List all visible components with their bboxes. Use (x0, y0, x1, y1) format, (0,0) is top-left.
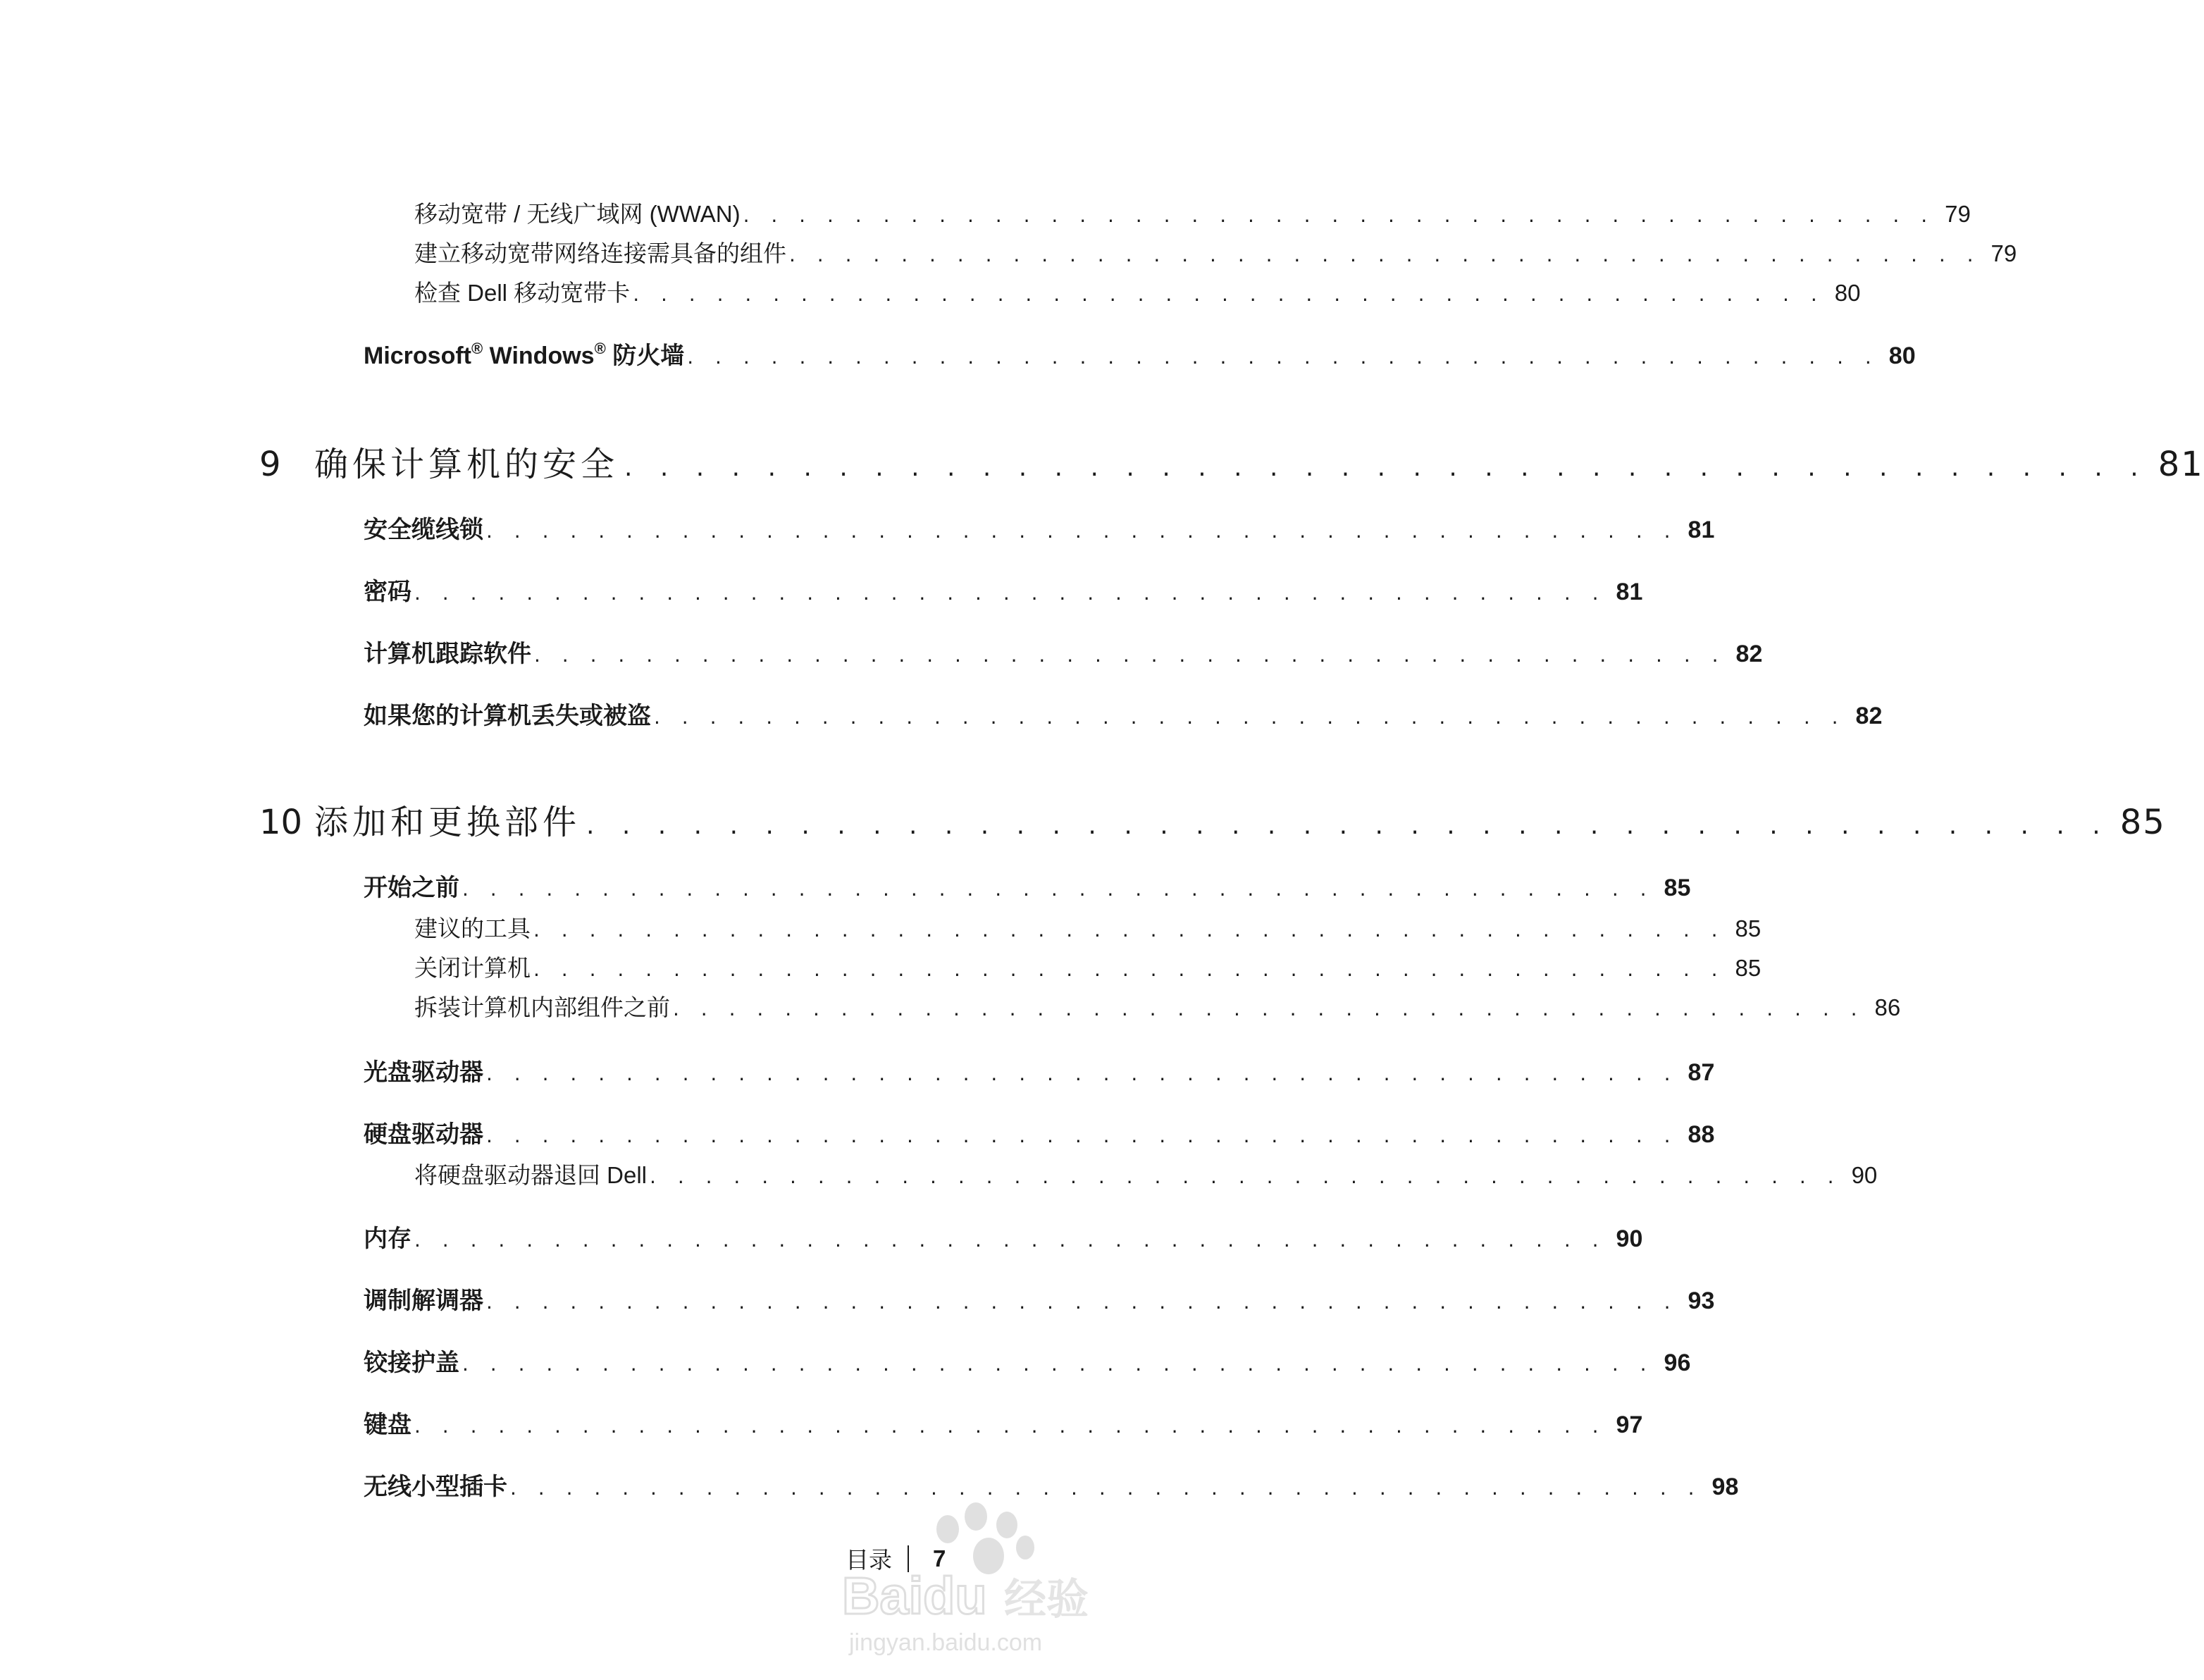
dot-leader: . . . . . . . . . . . . . . . . . . . . . . . . . . . . . . . . . . . . . . . . . . . (624, 453, 2148, 482)
toc-page-number: 87 (1688, 1059, 1715, 1086)
chapter-page-number: 85 (2119, 803, 2166, 842)
toc-chapter-10[interactable] (259, 795, 2166, 844)
toc-page-number: 80 (1834, 280, 1861, 306)
toc-entry-title: 调制解调器 (364, 1287, 483, 1314)
toc-subentry[interactable] (414, 989, 1901, 1023)
toc-page-number: 86 (1874, 994, 1901, 1020)
toc-entry-title: 建议的工具 (414, 915, 531, 941)
toc-subentry[interactable] (414, 910, 1762, 944)
dot-leader: . . . . . . . . . . . . . . . . . . . . . . . . . . . . . . . . . . . . . . . . . . . (533, 958, 1726, 981)
toc-page-number: 79 (1991, 240, 2017, 266)
dot-leader: . . . . . . . . . . . . . . . . . . . . . . . . . . . . . . . . . . . . . . . . . . . (743, 204, 1936, 227)
toc-entry-title: 拆装计算机内部组件之前 (414, 994, 670, 1020)
dot-leader: . . . . . . . . . . . . . . . . . . . . . . . . . . . . . . . . . . . . . . . . . . . (789, 243, 1981, 266)
dot-leader: . . . . . . . . . . . . . . . . . . . . . . . . . . . . . . . . . . . . . . . . . . . (414, 581, 1606, 605)
toc-entry-wwan[interactable] (414, 196, 1971, 229)
toc-page-number: 82 (1855, 703, 1883, 729)
toc-entry-firewall[interactable] (364, 336, 1916, 371)
toc-entry-check-card[interactable] (414, 275, 1861, 308)
toc-page-number: 96 (1664, 1349, 1691, 1376)
chapter-title: 确保计算机的安全 (314, 445, 619, 484)
toc-entry[interactable] (364, 1405, 1643, 1440)
toc-entry-title: Microsoft® Windows® 防火墙 (364, 340, 685, 369)
footer-section-label: 目录 (846, 1546, 892, 1574)
toc-entry-optical[interactable] (364, 1053, 1715, 1087)
toc-entry-title: 铰接护盖 (364, 1349, 459, 1376)
toc-entry-hdd[interactable] (364, 1115, 1715, 1149)
toc-page-number: 98 (1711, 1474, 1739, 1500)
toc-entry[interactable] (364, 1467, 1739, 1502)
toc-entry-before-start[interactable] (364, 868, 1691, 903)
toc-entry-title: 硬盘驱动器 (364, 1121, 483, 1148)
toc-page-number: 90 (1616, 1225, 1643, 1252)
toc-entry-components[interactable] (414, 235, 2017, 268)
dot-leader: . . . . . . . . . . . . . . . . . . . . . . . . . . . . . . . . . . . . . . . . . . . (534, 643, 1726, 667)
dot-leader: . . . . . . . . . . . . . . . . . . . . . . . . . . . . . . . . . . . . . . . . . . . (650, 1165, 1842, 1188)
toc-entry[interactable] (364, 510, 1715, 545)
toc-entry[interactable] (364, 1281, 1715, 1316)
toc-page-number: 85 (1664, 875, 1691, 901)
toc-entry-title: 如果您的计算机丢失或被盗 (364, 703, 651, 729)
footer-page-number: 7 (933, 1545, 946, 1571)
watermark-url: jingyan.baidu.com (849, 1629, 1043, 1656)
toc-page-number: 81 (1616, 579, 1643, 605)
toc-entry-title: 密码 (364, 579, 411, 605)
toc-entry-title: 检查 Dell 移动宽带卡 (414, 280, 631, 306)
dot-leader: . . . . . . . . . . . . . . . . . . . . . . . . . . . . . . . . . . . . . . . . . . . (414, 1228, 1606, 1252)
toc-page-number: 79 (1945, 201, 1971, 227)
chapter-number: 10 (259, 803, 303, 842)
chapter-title: 添加和更换部件 (314, 803, 581, 842)
toc-page-number: 97 (1616, 1412, 1643, 1438)
toc-entry-title: 移动宽带 / 无线广域网 (WWAN) (414, 201, 741, 227)
watermark-brand-cn: 经验 (1004, 1575, 1089, 1624)
toc-subentry-hdd-return[interactable] (414, 1157, 1878, 1190)
dot-leader: . . . . . . . . . . . . . . . . . . . . . . . . . . . . . . . . . . . . . . . . . . . (654, 705, 1846, 729)
toc-entry-title: 光盘驱动器 (364, 1059, 483, 1086)
dot-leader: . . . . . . . . . . . . . . . . . . . . . . . . . . . . . . . . . . . . . . . . . . . (462, 877, 1654, 901)
dot-leader: . . . . . . . . . . . . . . . . . . . . . . . . . . . . . . . . . . . . . . . . . . . (486, 519, 1678, 543)
chapter-number: 9 (259, 445, 281, 484)
dot-leader: . . . . . . . . . . . . . . . . . . . . . . . . . . . . . . . . . . . . . . . . . . . (586, 811, 2110, 840)
toc-entry[interactable] (364, 1343, 1691, 1378)
toc-page-number: 93 (1688, 1287, 1715, 1314)
dot-leader: . . . . . . . . . . . . . . . . . . . . . . . . . . . . . . . . . . . . . . . . . . . (687, 345, 1879, 369)
toc-entry[interactable] (364, 572, 1643, 607)
chapter-page-number: 81 (2157, 445, 2204, 484)
toc-entry-title: 将硬盘驱动器退回 Dell (414, 1162, 648, 1188)
watermark-brand: Baidu (842, 1567, 987, 1625)
dot-leader: . . . . . . . . . . . . . . . . . . . . . . . . . . . . . . . . . . . . . . . . . . . (510, 1476, 1702, 1500)
toc-entry-title: 键盘 (364, 1412, 411, 1438)
dot-leader: . . . . . . . . . . . . . . . . . . . . . . . . . . . . . . . . . . . . . . . . . . . (486, 1290, 1678, 1314)
toc-page-number: 80 (1888, 342, 1916, 369)
dot-leader: . . . . . . . . . . . . . . . . . . . . . . . . . . . . . . . . . . . . . . . . . . . (486, 1062, 1678, 1085)
registered-mark: ® (471, 340, 483, 357)
baidu-watermark (835, 1501, 1117, 1663)
toc-entry-title: 开始之前 (364, 875, 459, 901)
dot-leader: . . . . . . . . . . . . . . . . . . . . . . . . . . . . . . . . . . . . . . . . . . . (533, 918, 1726, 941)
toc-page-number: 88 (1688, 1121, 1715, 1148)
paw-icon (936, 1502, 1034, 1574)
toc-chapter-9[interactable] (259, 437, 2204, 486)
toc-entry-title: 无线小型插卡 (364, 1474, 507, 1500)
toc-entry-title: 关闭计算机 (414, 955, 531, 981)
dot-leader: . . . . . . . . . . . . . . . . . . . . . . . . . . . . . . . . . . . . . . . . . . . (462, 1352, 1654, 1376)
dot-leader: . . . . . . . . . . . . . . . . . . . . . . . . . . . . . . . . . . . . . . . . . . . (486, 1124, 1678, 1147)
dot-leader: . . . . . . . . . . . . . . . . . . . . . . . . . . . . . . . . . . . . . . . . . . . (673, 997, 1865, 1020)
registered-mark: ® (594, 340, 606, 357)
toc-page-number: 81 (1688, 517, 1715, 543)
dot-leader: . . . . . . . . . . . . . . . . . . . . . . . . . . . . . . . . . . . . . . . . . . . (414, 1414, 1606, 1438)
toc-page-number: 82 (1735, 641, 1763, 667)
toc-entry-title: 建立移动宽带网络连接需具备的组件 (414, 240, 786, 266)
toc-entry-title: 安全缆线锁 (364, 517, 483, 543)
toc-entry[interactable] (364, 696, 1883, 731)
toc-entry[interactable] (364, 634, 1763, 669)
toc-entry-title: 内存 (364, 1225, 411, 1252)
toc-page-number: 90 (1851, 1162, 1878, 1188)
toc-subentry[interactable] (414, 950, 1762, 983)
toc-entry-title: 计算机跟踪软件 (364, 641, 531, 667)
toc-page-number: 85 (1735, 915, 1762, 941)
toc-entry[interactable] (364, 1219, 1643, 1254)
toc-page-number: 85 (1735, 955, 1762, 981)
dot-leader: . . . . . . . . . . . . . . . . . . . . . . . . . . . . . . . . . . . . . . . . . . . (633, 283, 1825, 306)
